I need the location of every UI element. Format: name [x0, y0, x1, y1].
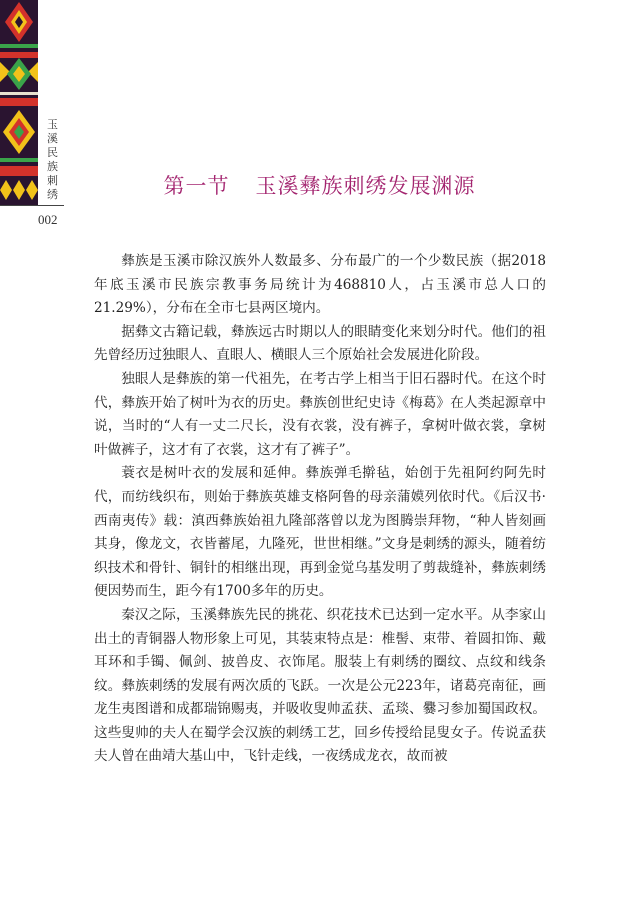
section-heading	[0, 170, 639, 200]
section-title: 玉溪彝族刺绣发展渊源	[255, 174, 476, 198]
book-title-char: 民	[47, 146, 59, 159]
book-title-char: 玉	[47, 118, 59, 131]
book-title-char: 绣	[47, 188, 59, 201]
paragraph: 独眼人是彝族的第一代祖先，在考古学上相当于旧石器时代。在这个时代，彝族开始了树叶为衣的历史。彝族创世纪史诗《梅葛》在人类起源章中说，当时的“人有一丈二尺长，没有衣裳，没有裤子，拿树叶做衣裳，拿树叶做裤子，这才有了衣裳，这才有了裤子”。	[94, 370, 546, 458]
paragraph: 秦汉之际，玉溪彝族先民的挑花、织花技术已达到一定水平。从李家山出土的青铜器人物形象上可见，其装束特点是：椎髻、束带、着圆扣饰、戴耳环和手镯、佩剑、披兽皮、衣饰尾。服装上有刺绣的圈纹、点纹和线条纹。彝族刺绣的发展有两次质的飞跃。一次是公元223年，诸葛亮南征，画龙生夷图谱和成都瑞锦赐夷，并吸收叟帅孟获、孟琰、爨习参加蜀国政权。这些叟帅的夫人在蜀学会汉族的刺绣工艺，回乡传授给昆叟女子。传说孟获夫人曾在曲靖大基山中，飞针走线，一夜绣成龙衣，故而被	[94, 606, 546, 765]
page-number-rule	[0, 205, 64, 206]
paragraph: 彝族是玉溪市除汉族外人数最多、分布最广的一个少数民族（据2018年底玉溪市民族宗教事务局统计为468810人，占玉溪市总人口的21.29%），分布在全市七县两区境内。	[94, 253, 546, 317]
body-text	[94, 250, 546, 769]
book-title-char: 溪	[47, 132, 59, 145]
paragraph: 蓑衣是树叶衣的发展和延伸。彝族弹毛擀毡，始创于先祖阿约阿先时代，而纺线织布，则始于彝族英雄支格阿鲁的母亲蒲嫫列依时代。《后汉书·西南夷传》载：滇西彝族始祖九隆部落曾以龙为图腾崇拜物，“种人皆刻画其身，像龙文，衣皆蓄尾，九隆死，世世相继。”文身是刺绣的源头，随着纺织技术和骨针、铜针的相继出现，再到金觉乌基发明了剪裁缝补，彝族刺绣便因势而生，距今有1700多年的历史。	[94, 465, 546, 600]
book-title-char: 刺	[47, 174, 59, 187]
page-number: 002	[38, 212, 58, 227]
section-number: 第一节	[163, 174, 230, 198]
book-title-char: 族	[47, 160, 59, 173]
paragraph: 据彝文古籍记载，彝族远古时期以人的眼睛变化来划分时代。他们的祖先曾经历过独眼人、直眼人、横眼人三个原始社会发展进化阶段。	[94, 323, 546, 364]
